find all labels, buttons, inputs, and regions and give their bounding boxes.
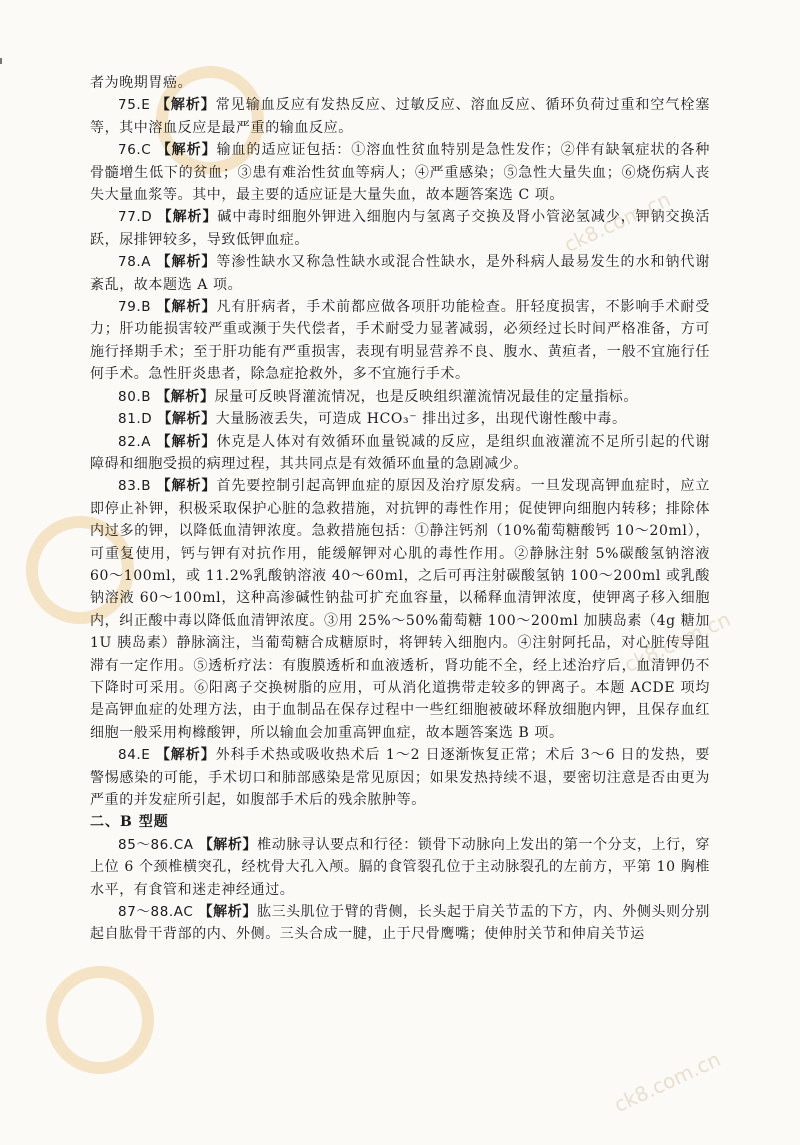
answer-paragraph [90,901,710,946]
paragraph-text: 等渗性缺水又称急性缺水或混合性缺水，是外科病人最易发生的水和钠代谢紊乱，故本题选 A 项。 [90,254,710,293]
analysis-tag: 【解析】 [198,904,257,921]
analysis-tag: 【解析】 [157,209,218,226]
answer-paragraph [90,834,710,901]
analysis-tag: 【解析】 [156,299,217,316]
paragraph-text: 常见输血反应有发热反应、过敏反应、溶血反应、循环负荷过重和空气栓塞等，其中溶血反应是最严重的输血反应。 [90,97,710,136]
answer-paragraph [90,408,710,430]
answer-paragraph [90,431,710,476]
question-number: 82.A [118,433,152,450]
watermark-url: ck8.com.cn [560,186,675,258]
paragraph-text: 休克是人体对有效循环血量锐减的反应，是组织血液灌流不足所引起的代谢障碍和细胞受损的病理过程，其共同点是有效循环血量的急剧减少。 [90,433,710,472]
watermark-url: ck8.com.cn [610,1046,725,1118]
answer-paragraph [90,744,710,811]
answer-paragraph [90,139,710,206]
question-number: 83.B [118,478,152,495]
watermark-url: ck8.com.cn [620,606,735,678]
question-number: 78.A [118,254,152,271]
answer-paragraph [90,206,710,251]
question-number: 79.B [118,299,152,316]
section-heading: 二、B 型题 [90,814,169,831]
question-number: 87～88.AC [118,904,194,921]
analysis-tag: 【解析】 [198,836,258,853]
document-body [90,72,710,946]
analysis-tag: 【解析】 [156,254,217,271]
question-number: 84.E [118,747,151,764]
answer-paragraph [90,94,710,139]
answer-paragraph [90,296,710,386]
scan-edge-mark [0,58,2,64]
analysis-tag: 【解析】 [155,747,216,764]
answer-paragraph [90,251,710,296]
paragraph-text: 者为晚期胃癌。 [90,75,193,91]
paragraph-text: 肱三头肌位于臂的背侧，长头起于肩关节盂的下方，内、外侧头则分别起自肱骨干背部的内、外侧。三头合成一腱，止于尺骨鹰嘴；使伸肘关节和伸肩关节运 [90,904,710,943]
question-number: 76.C [118,142,152,159]
question-number: 77.D [118,209,153,226]
paragraph-text: 外科手术热或吸收热术后 1～2 日逐渐恢复正常；术后 3～6 日的发热，要警惕感染的可能，手术切口和肺部感染是常见原因；如果发热持续不退，要密切注意是否由更为严重的并发症所引起，如腹部手术后的残余脓肿等。 [90,747,710,808]
analysis-tag: 【解析】 [157,411,216,428]
analysis-tag: 【解析】 [156,142,217,159]
paragraph-text: 凡有肝病者，手术前都应做各项肝功能检查。肝轻度损害，不影响手术耐受力；肝功能损害较严重或濒于失代偿者，手术耐受力显著减弱，必须经过长时间严格准备，方可施行择期手术；至于肝功能有严重损害，表现有明显营养不良、腹水、黄疸者，一般不宜施行任何手术。急性肝炎患者，除急症抢救外，多不宜施行手术。 [90,299,710,383]
question-number: 80.B [118,388,152,405]
answer-paragraph [90,72,710,94]
paragraph-text: 碱中毒时细胞外钾进入细胞内与氢离子交换及肾小管泌氢减少，钾钠交换活跃，尿排钾较多，导致低钾血症。 [90,209,710,248]
answer-paragraph [90,386,710,408]
answer-paragraph [90,475,710,744]
question-number: 85～86.CA [118,836,194,853]
question-number: 75.E [118,97,151,114]
paragraph-text: 大量肠液丢失，可造成 HCO₃⁻ 排出过多，出现代谢性酸中毒。 [215,411,627,428]
paragraph-text: 椎动脉寻认要点和行径：锁骨下动脉向上发出的第一个分支，上行，穿上位 6 个颈椎横突孔，经枕骨大孔入颅。膈的食管裂孔位于主动脉裂孔的左前方，平第 10 胸椎水平，有食管和迷走神经通过。 [90,836,710,898]
analysis-tag: 【解析】 [156,388,215,405]
analysis-tag: 【解析】 [156,478,217,495]
paragraph-text: 首先要控制引起高钾血症的原因及治疗原发病。一旦发现高钾血症时，应立即停止补钾，积极采取保护心脏的急救措施，对抗钾的毒性作用；促使钾向细胞内转移；排除体内过多的钾，以降低血清钾浓度。急救措施包括：①静注钙剂（10%葡萄糖酸钙 10～20ml），可重复使用，钙与钾有对抗作用，能缓解钾对心肌的毒性作用。②静脉注射 5%碳酸氢钠溶液 60～100ml，或 11.2%乳酸钠溶液 40～60ml，之后可再注射碳酸氢钠 100～200ml 或乳酸钠溶液 60～100ml，这种高渗碱性钠盐可扩充血容量，以稀释血清钾浓度，使钾离子移入细胞内，纠正酸中毒以降低血清钾浓度。③用 25%～50%葡萄糖 100～200ml 加胰岛素（4g 糖加 1U 胰岛素）静脉滴注，当葡萄糖合成糖原时，将钾转入细胞内。④注射阿托品，对心脏传导阻滞有一定作用。⑤透析疗法：有腹膜透析和血液透析，肾功能不全，经上述治疗后，血清钾仍不下降时可采用。⑥阳离子交换树脂的应用，可从消化道携带走较多的钾离子。本题 ACDE 项均是高钾血症的处理方法，由于血制品在保存过程中一些红细胞被破坏释放细胞内钾，且保存血红细胞一般采用枸橼酸钾，所以输血会加重高钾血症，故本题答案选 B 项。 [90,478,710,741]
paragraph-text: 尿量可反映肾灌流情况，也是反映组织灌流情况最佳的定量指标。 [214,388,639,405]
analysis-tag: 【解析】 [155,97,216,114]
analysis-tag: 【解析】 [156,433,217,450]
watermark-logo-icon [23,943,177,1097]
paragraph-text: 输血的适应证包括：①溶血性贫血特别是急性发作；②伴有缺氧症状的各种骨髓增生低下的贫血；③患有难治性贫血等病人；④严重感染；⑤急性大量失血；⑥烧伤病人丧失大量血浆等。其中，最主要的适应证是大量失血，故本题答案选 C 项。 [90,142,710,204]
question-number: 81.D [118,411,153,428]
